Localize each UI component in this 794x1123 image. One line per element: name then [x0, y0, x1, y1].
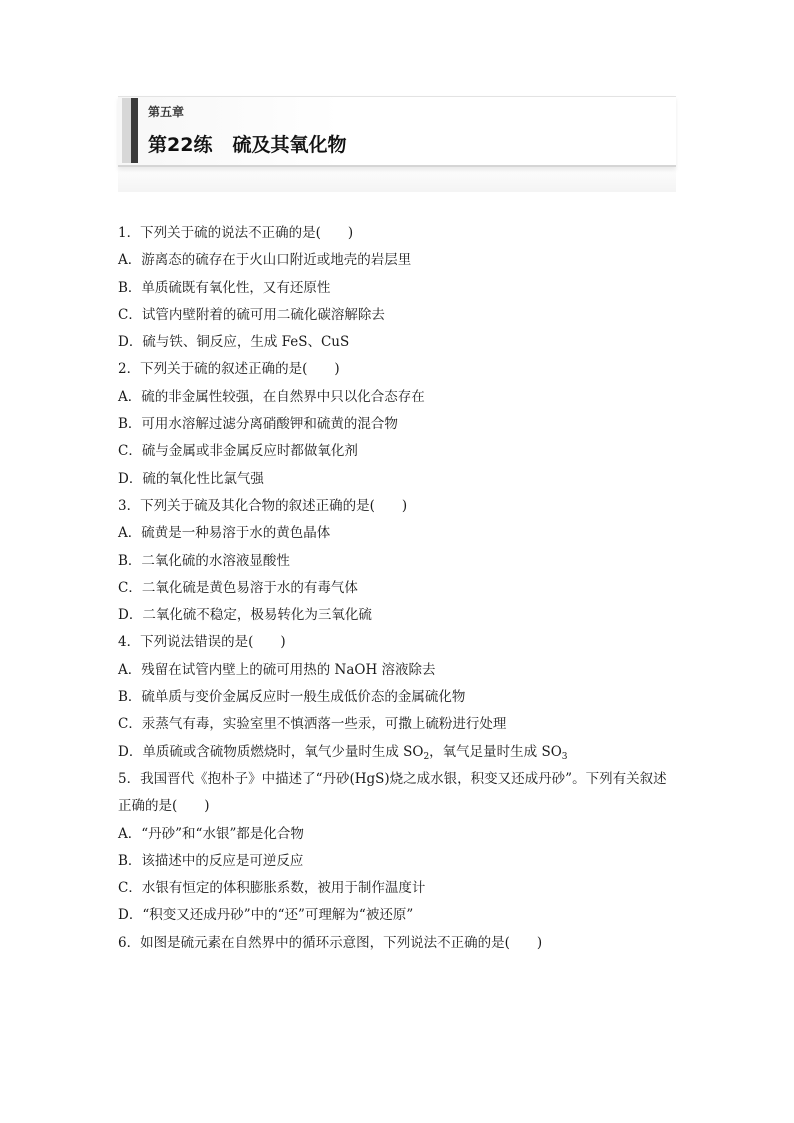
- q4-option-d: [118, 741, 688, 768]
- chapter-label: 第五章: [148, 105, 185, 119]
- q2-option-c: C．硫与金属或非金属反应时都做氧化剂: [118, 443, 358, 460]
- q4-option-b: B．硫单质与变价金属反应时一般生成低价态的金属硫化物: [118, 689, 466, 706]
- header-accent-bar: [131, 98, 138, 163]
- q3-option-c: C．二氧化硫是黄色易溶于水的有毒气体: [118, 579, 358, 596]
- q5-stem-continued: 正确的是( ): [118, 798, 210, 815]
- q4-stem: 4．下列说法错误的是( ): [118, 634, 286, 651]
- q4-option-a: A．残留在试管内壁上的硫可用热的 NaOH 溶液除去: [118, 661, 436, 678]
- q5-stem: 5．我国晋代《抱朴子》中描述了“丹砂(HgS)烧之成水银，积变又还成丹砂”。下列有关叙述: [118, 770, 667, 787]
- q5-option-c: C．水银有恒定的体积膨胀系数，被用于制作温度计: [118, 880, 426, 897]
- q3-option-b: B．二氧化硫的水溶液显酸性: [118, 552, 290, 569]
- q1-option-d: D．硫与铁、铜反应，生成 FeS、CuS: [118, 334, 350, 351]
- q1-option-a: A．游离态的硫存在于火山口附近或地壳的岩层里: [118, 252, 412, 269]
- question-list: [118, 222, 688, 959]
- so2-subscript: 2: [423, 751, 430, 762]
- q5-option-a: A．“丹砂”和“水银”都是化合物: [118, 825, 304, 842]
- q5-option-d: D．“积变又还成丹砂”中的“还”可理解为“被还原”: [118, 907, 414, 924]
- q1-option-b: B．单质硫既有氧化性，又有还原性: [118, 279, 331, 296]
- lesson-number: 第22练: [148, 134, 213, 156]
- q1-option-c: C．试管内壁附着的硫可用二硫化碳溶解除去: [118, 306, 385, 323]
- q2-stem: 2．下列关于硫的叙述正确的是( ): [118, 361, 340, 378]
- so3-subscript: 3: [561, 751, 568, 762]
- q4-option-d-part2: ，氧气足量时生成 SO: [429, 743, 562, 760]
- q3-option-a: A．硫黄是一种易溶于水的黄色晶体: [118, 525, 331, 542]
- header-accent-shadow: [122, 98, 131, 163]
- q3-option-d: D．二氧化硫不稳定，极易转化为三氧化硫: [118, 607, 372, 624]
- q2-option-b: B．可用水溶解过滤分离硝酸钾和硫黄的混合物: [118, 416, 398, 433]
- page-title: [148, 130, 346, 157]
- lesson-title: 硫及其氧化物: [232, 134, 347, 156]
- q3-stem: 3．下列关于硫及其化合物的叙述正确的是( ): [118, 497, 408, 514]
- q6-stem: 6．如图是硫元素在自然界中的循环示意图，下列说法不正确的是( ): [118, 934, 543, 951]
- q2-option-d: D．硫的氧化性比氯气强: [118, 470, 264, 487]
- q2-option-a: A．硫的非金属性较强，在自然界中只以化合态存在: [118, 388, 425, 405]
- q4-option-d-part1: D．单质硫或含硫物质燃烧时，氧气少量时生成 SO: [118, 743, 424, 760]
- q1-stem: 1．下列关于硫的说法不正确的是( ): [118, 225, 354, 241]
- q4-option-c: C．汞蒸气有毒，实验室里不慎洒落一些汞，可撒上硫粉进行处理: [118, 716, 507, 733]
- q5-option-b: B．该描述中的反应是可逆反应: [118, 852, 304, 869]
